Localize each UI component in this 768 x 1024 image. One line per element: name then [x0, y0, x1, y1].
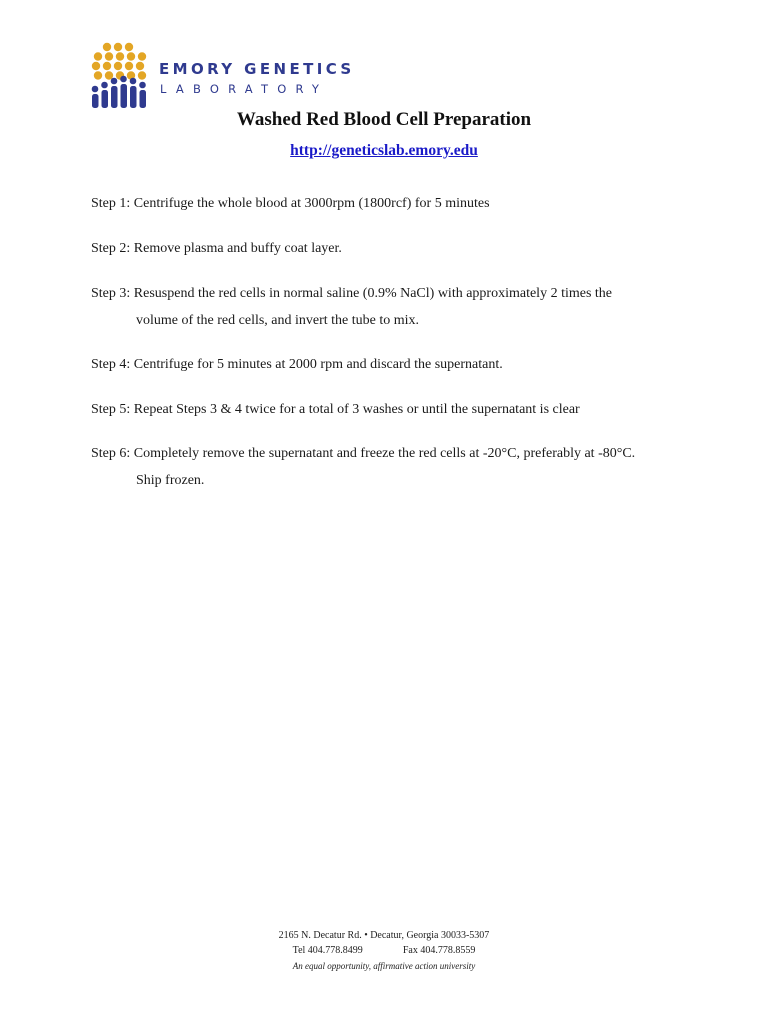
step-4-text: Centrifuge for 5 minutes at 2000 rpm and discard the supernatant.: [133, 357, 503, 372]
step-1-text: Centrifuge the whole blood at 3000rpm (1800rcf) for 5 minutes: [133, 196, 490, 211]
step-3-prefix: Step 3:: [91, 286, 134, 301]
step-1: [91, 190, 691, 217]
logo-figure-body: [102, 90, 109, 108]
footer-contact: [0, 945, 768, 956]
logo-figure-body: [111, 86, 118, 108]
logo-subtitle: LABORATORY: [160, 82, 329, 96]
step-4-prefix: Step 4:: [91, 357, 134, 372]
document-title: Washed Red Blood Cell Preparation: [236, 109, 532, 130]
logo-dot: [136, 62, 144, 70]
step-6-continuation: Ship frozen.: [136, 473, 205, 488]
logo-dot: [138, 71, 146, 79]
step-5: [91, 396, 691, 423]
step-6-prefix: Step 6:: [91, 446, 134, 461]
logo-figure-body: [92, 94, 99, 108]
logo-dot: [125, 62, 133, 70]
step-3-continuation: volume of the red cells, and invert the tube to mix.: [136, 313, 420, 328]
footer-tel: Tel 404.778.8499: [292, 945, 363, 956]
logo-mark-icon: [88, 40, 152, 110]
step-2: [91, 235, 691, 262]
footer-fax: Fax 404.778.8559: [402, 945, 476, 956]
logo-dot: [138, 52, 146, 60]
step-5-text: Repeat Steps 3 & 4 twice for a total of 3 washes or until the supernatant is clear: [133, 402, 580, 417]
step-1-prefix: Step 1:: [91, 196, 134, 211]
logo-dot: [103, 62, 111, 70]
logo-dot: [125, 43, 133, 51]
logo-figure-head: [92, 86, 99, 93]
logo-figure-body: [130, 86, 137, 108]
logo-name: EMORY GENETICS: [159, 60, 355, 78]
logo-dot: [103, 43, 111, 51]
logo-figure-head: [130, 78, 137, 85]
step-2-prefix: Step 2:: [91, 241, 134, 256]
logo-figure-head: [139, 82, 146, 89]
step-2-text: Remove plasma and buffy coat layer.: [133, 241, 342, 256]
logo-figure-head: [111, 78, 118, 85]
emory-genetics-logo: [88, 40, 358, 110]
website-link[interactable]: http://geneticslab.emory.edu: [290, 142, 478, 159]
step-3: [91, 280, 691, 334]
logo-dot: [94, 71, 102, 79]
footer-tagline: An equal opportunity, affirmative action university: [292, 961, 476, 971]
logo-dot: [114, 62, 122, 70]
logo-dot: [105, 52, 113, 60]
step-6: [91, 440, 691, 494]
step-4: [91, 351, 691, 378]
footer-address: 2165 N. Decatur Rd. • Decatur, Georgia 30033-5307: [278, 930, 490, 941]
logo-figure-body: [121, 84, 128, 108]
logo-figure-body: [140, 90, 147, 108]
logo-dot: [116, 52, 124, 60]
step-6-text: Completely remove the supernatant and freeze the red cells at -20°C, preferably at -80°C.: [133, 446, 636, 461]
logo-dot: [92, 62, 100, 70]
logo-figure-head: [120, 76, 127, 83]
step-3-text: Resuspend the red cells in normal saline (0.9% NaCl) with approximately 2 times the: [133, 286, 613, 301]
step-5-prefix: Step 5:: [91, 402, 134, 417]
logo-dot: [127, 52, 135, 60]
logo-dot: [114, 43, 122, 51]
logo-figure-head: [101, 82, 108, 89]
logo-dot: [94, 52, 102, 60]
